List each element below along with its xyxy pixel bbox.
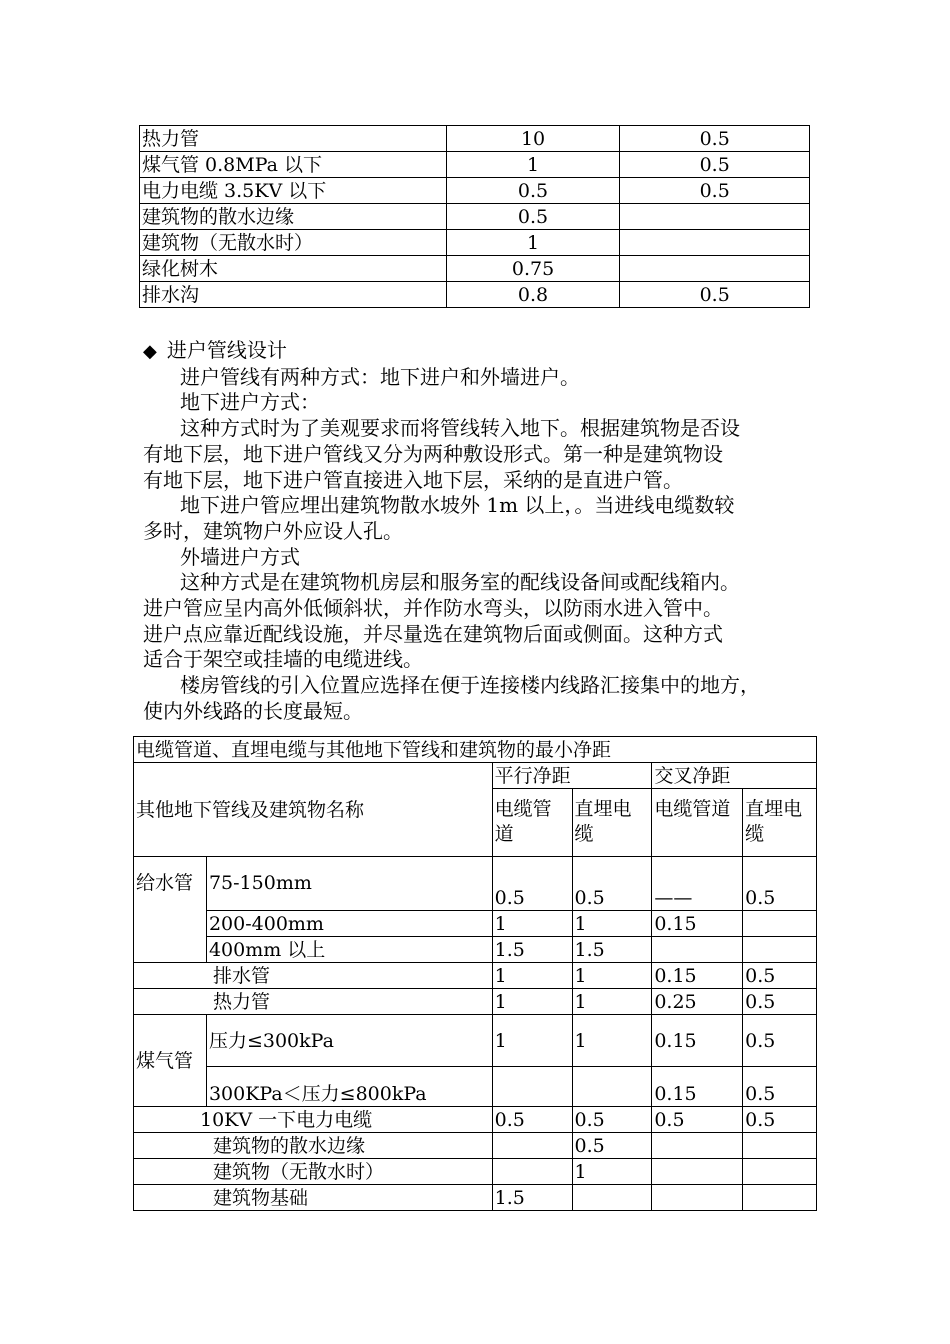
table-row: [134, 1015, 817, 1067]
paragraph-line: 这种方式时为了美观要求而将管线转入地下。根据建筑物是否设: [180, 416, 740, 441]
name-cell: 建筑物基础: [134, 1185, 493, 1211]
value-cell: 1: [492, 911, 572, 937]
table-row: [134, 1067, 817, 1107]
value-cell: [652, 1159, 743, 1185]
table-row: [140, 152, 810, 178]
spec-cell: 200-400mm: [206, 911, 492, 937]
value-cell: 0.5: [620, 282, 810, 308]
value-cell: 0.5: [743, 989, 817, 1015]
value-cell: 0.15: [652, 911, 743, 937]
table-row: [134, 989, 817, 1015]
value-cell: [620, 204, 810, 230]
cross-buried-header: 直埋电缆: [743, 789, 817, 857]
name-cell: 排水管: [134, 963, 493, 989]
paragraph-line: 外墙进户方式: [180, 544, 300, 569]
value-cell: 0.5: [446, 204, 620, 230]
spec-cell: 300KPa＜压力≤800kPa: [206, 1067, 492, 1107]
value-cell: 0.5: [652, 1107, 743, 1133]
name-cell: 电力电缆 3.5KV 以下: [140, 178, 447, 204]
parallel-duct-header: 电缆管道: [492, 789, 572, 857]
paragraph-line: 进户管应呈内高外低倾斜状，并作防水弯头，以防雨水进入管中。: [143, 596, 723, 621]
value-cell: 0.5: [743, 1107, 817, 1133]
name-cell: 建筑物的散水边缘: [140, 204, 447, 230]
name-cell: 建筑物的散水边缘: [134, 1133, 493, 1159]
value-cell: 0.5: [572, 857, 652, 911]
paragraph-line: 这种方式是在建筑物机房层和服务室的配线设备间或配线箱内。: [180, 570, 740, 595]
value-cell: 1: [446, 230, 620, 256]
value-cell: 0.5: [620, 126, 810, 152]
service-entrance-section: [143, 338, 833, 725]
value-cell: [652, 937, 743, 963]
paragraph-line: 适合于架空或挂墙的电缆进线。: [143, 647, 423, 672]
name-cell: 热力管: [134, 989, 493, 1015]
value-cell: 1: [492, 989, 572, 1015]
value-cell: [620, 256, 810, 282]
value-cell: [652, 1185, 743, 1211]
table-row: [140, 256, 810, 282]
name-cell: 煤气管 0.8MPa 以下: [140, 152, 447, 178]
spec-cell: 75-150mm: [206, 857, 492, 911]
paragraph-line: 地下进户方式：: [180, 390, 320, 415]
parallel-buried-header: 直埋电缆: [572, 789, 652, 857]
value-cell: 0.5: [572, 1107, 652, 1133]
cross-header: 交叉净距: [652, 763, 817, 789]
table-row: [140, 126, 810, 152]
value-cell: [620, 230, 810, 256]
paragraph-line: 多时，建筑物户外应设人孔。: [143, 518, 403, 543]
value-cell: [743, 1159, 817, 1185]
min-clearance-table: [133, 736, 817, 1211]
value-cell: 0.5: [743, 1067, 817, 1107]
value-cell: [572, 1185, 652, 1211]
value-cell: 0.5: [492, 1107, 572, 1133]
value-cell: [743, 911, 817, 937]
value-cell: 0.5: [620, 178, 810, 204]
section-heading: 进户管线设计: [166, 338, 287, 362]
value-cell: 0.5: [492, 857, 572, 911]
value-cell: 0.15: [652, 1067, 743, 1107]
value-cell: 1.5: [492, 1185, 572, 1211]
header-row-1: [134, 763, 817, 789]
name-cell: 10KV 一下电力电缆: [134, 1107, 493, 1133]
value-cell: [492, 1067, 572, 1107]
gas-pipe-label: 煤气管: [134, 1015, 207, 1107]
spec-cell: 400mm 以上: [206, 937, 492, 963]
spec-cell: 压力≤300kPa: [206, 1015, 492, 1067]
table-row: [140, 230, 810, 256]
value-cell: [743, 1133, 817, 1159]
name-header: 其他地下管线及建筑物名称: [134, 763, 493, 857]
table-row: [134, 963, 817, 989]
table-row: [140, 204, 810, 230]
name-cell: 建筑物（无散水时）: [140, 230, 447, 256]
water-pipe-label: 给水管: [134, 857, 207, 963]
table-row: [134, 1159, 817, 1185]
value-cell: [743, 1185, 817, 1211]
name-cell: 建筑物（无散水时）: [134, 1159, 493, 1185]
name-cell: 排水沟: [140, 282, 447, 308]
paragraph-line: 楼房管线的引入位置应选择在便于连接楼内线路汇接集中的地方，: [180, 673, 760, 698]
table-title: 电缆管道、直埋电缆与其他地下管线和建筑物的最小净距: [134, 737, 817, 763]
diamond-bullet-icon: ◆: [143, 341, 157, 362]
table-row: [134, 1107, 817, 1133]
value-cell: 0.75: [446, 256, 620, 282]
value-cell: 0.15: [652, 963, 743, 989]
table-row: [134, 857, 817, 911]
value-cell: [572, 1067, 652, 1107]
clearance-table-upper-body: [140, 126, 810, 308]
table-title-row: [134, 737, 817, 763]
table-row: [134, 1133, 817, 1159]
value-cell: 0.8: [446, 282, 620, 308]
paragraph-line: 地下进户管应埋出建筑物散水坡外 1m 以上，。当进线电缆数较: [180, 493, 735, 518]
clearance-table-upper: [139, 125, 810, 308]
name-cell: 热力管: [140, 126, 447, 152]
table-row: [134, 937, 817, 963]
value-cell: 10: [446, 126, 620, 152]
value-cell: [652, 1133, 743, 1159]
value-cell: 1: [572, 911, 652, 937]
value-cell: 1: [572, 989, 652, 1015]
value-cell: 0.5: [743, 857, 817, 911]
value-cell: 1.5: [572, 937, 652, 963]
value-cell: [492, 1133, 572, 1159]
value-cell: 0.5: [743, 1015, 817, 1067]
paragraph-line: 使内外线路的长度最短。: [143, 698, 363, 723]
value-cell: 1: [492, 1015, 572, 1067]
value-cell: 0.15: [652, 1015, 743, 1067]
name-cell: 绿化树木: [140, 256, 447, 282]
value-cell: ——: [652, 857, 743, 911]
value-cell: 1.5: [492, 937, 572, 963]
value-cell: 0.5: [572, 1133, 652, 1159]
section-heading-line: [143, 338, 833, 365]
value-cell: 1: [572, 1015, 652, 1067]
value-cell: [743, 937, 817, 963]
cross-duct-header: 电缆管道: [652, 789, 743, 857]
value-cell: 1: [572, 963, 652, 989]
paragraph-line: 进户管线有两种方式：地下进户和外墙进户。: [180, 364, 580, 389]
value-cell: 0.5: [743, 963, 817, 989]
value-cell: 1: [492, 963, 572, 989]
value-cell: [492, 1159, 572, 1185]
parallel-header: 平行净距: [492, 763, 652, 789]
value-cell: 1: [572, 1159, 652, 1185]
value-cell: 0.5: [446, 178, 620, 204]
table-row: [134, 1185, 817, 1211]
section-body: [143, 365, 833, 725]
paragraph-line: 进户点应靠近配线设施，并尽量选在建筑物后面或侧面。这种方式: [143, 621, 723, 646]
value-cell: 1: [446, 152, 620, 178]
table-row: [140, 178, 810, 204]
value-cell: 0.5: [620, 152, 810, 178]
value-cell: 0.25: [652, 989, 743, 1015]
paragraph-line: 有地下层，地下进户管直接进入地下层，采纳的是直进户管。: [143, 467, 683, 492]
table-row: [134, 911, 817, 937]
paragraph-line: 有地下层，地下进户管线又分为两种敷设形式。第一种是建筑物设: [143, 441, 723, 466]
table-row: [140, 282, 810, 308]
